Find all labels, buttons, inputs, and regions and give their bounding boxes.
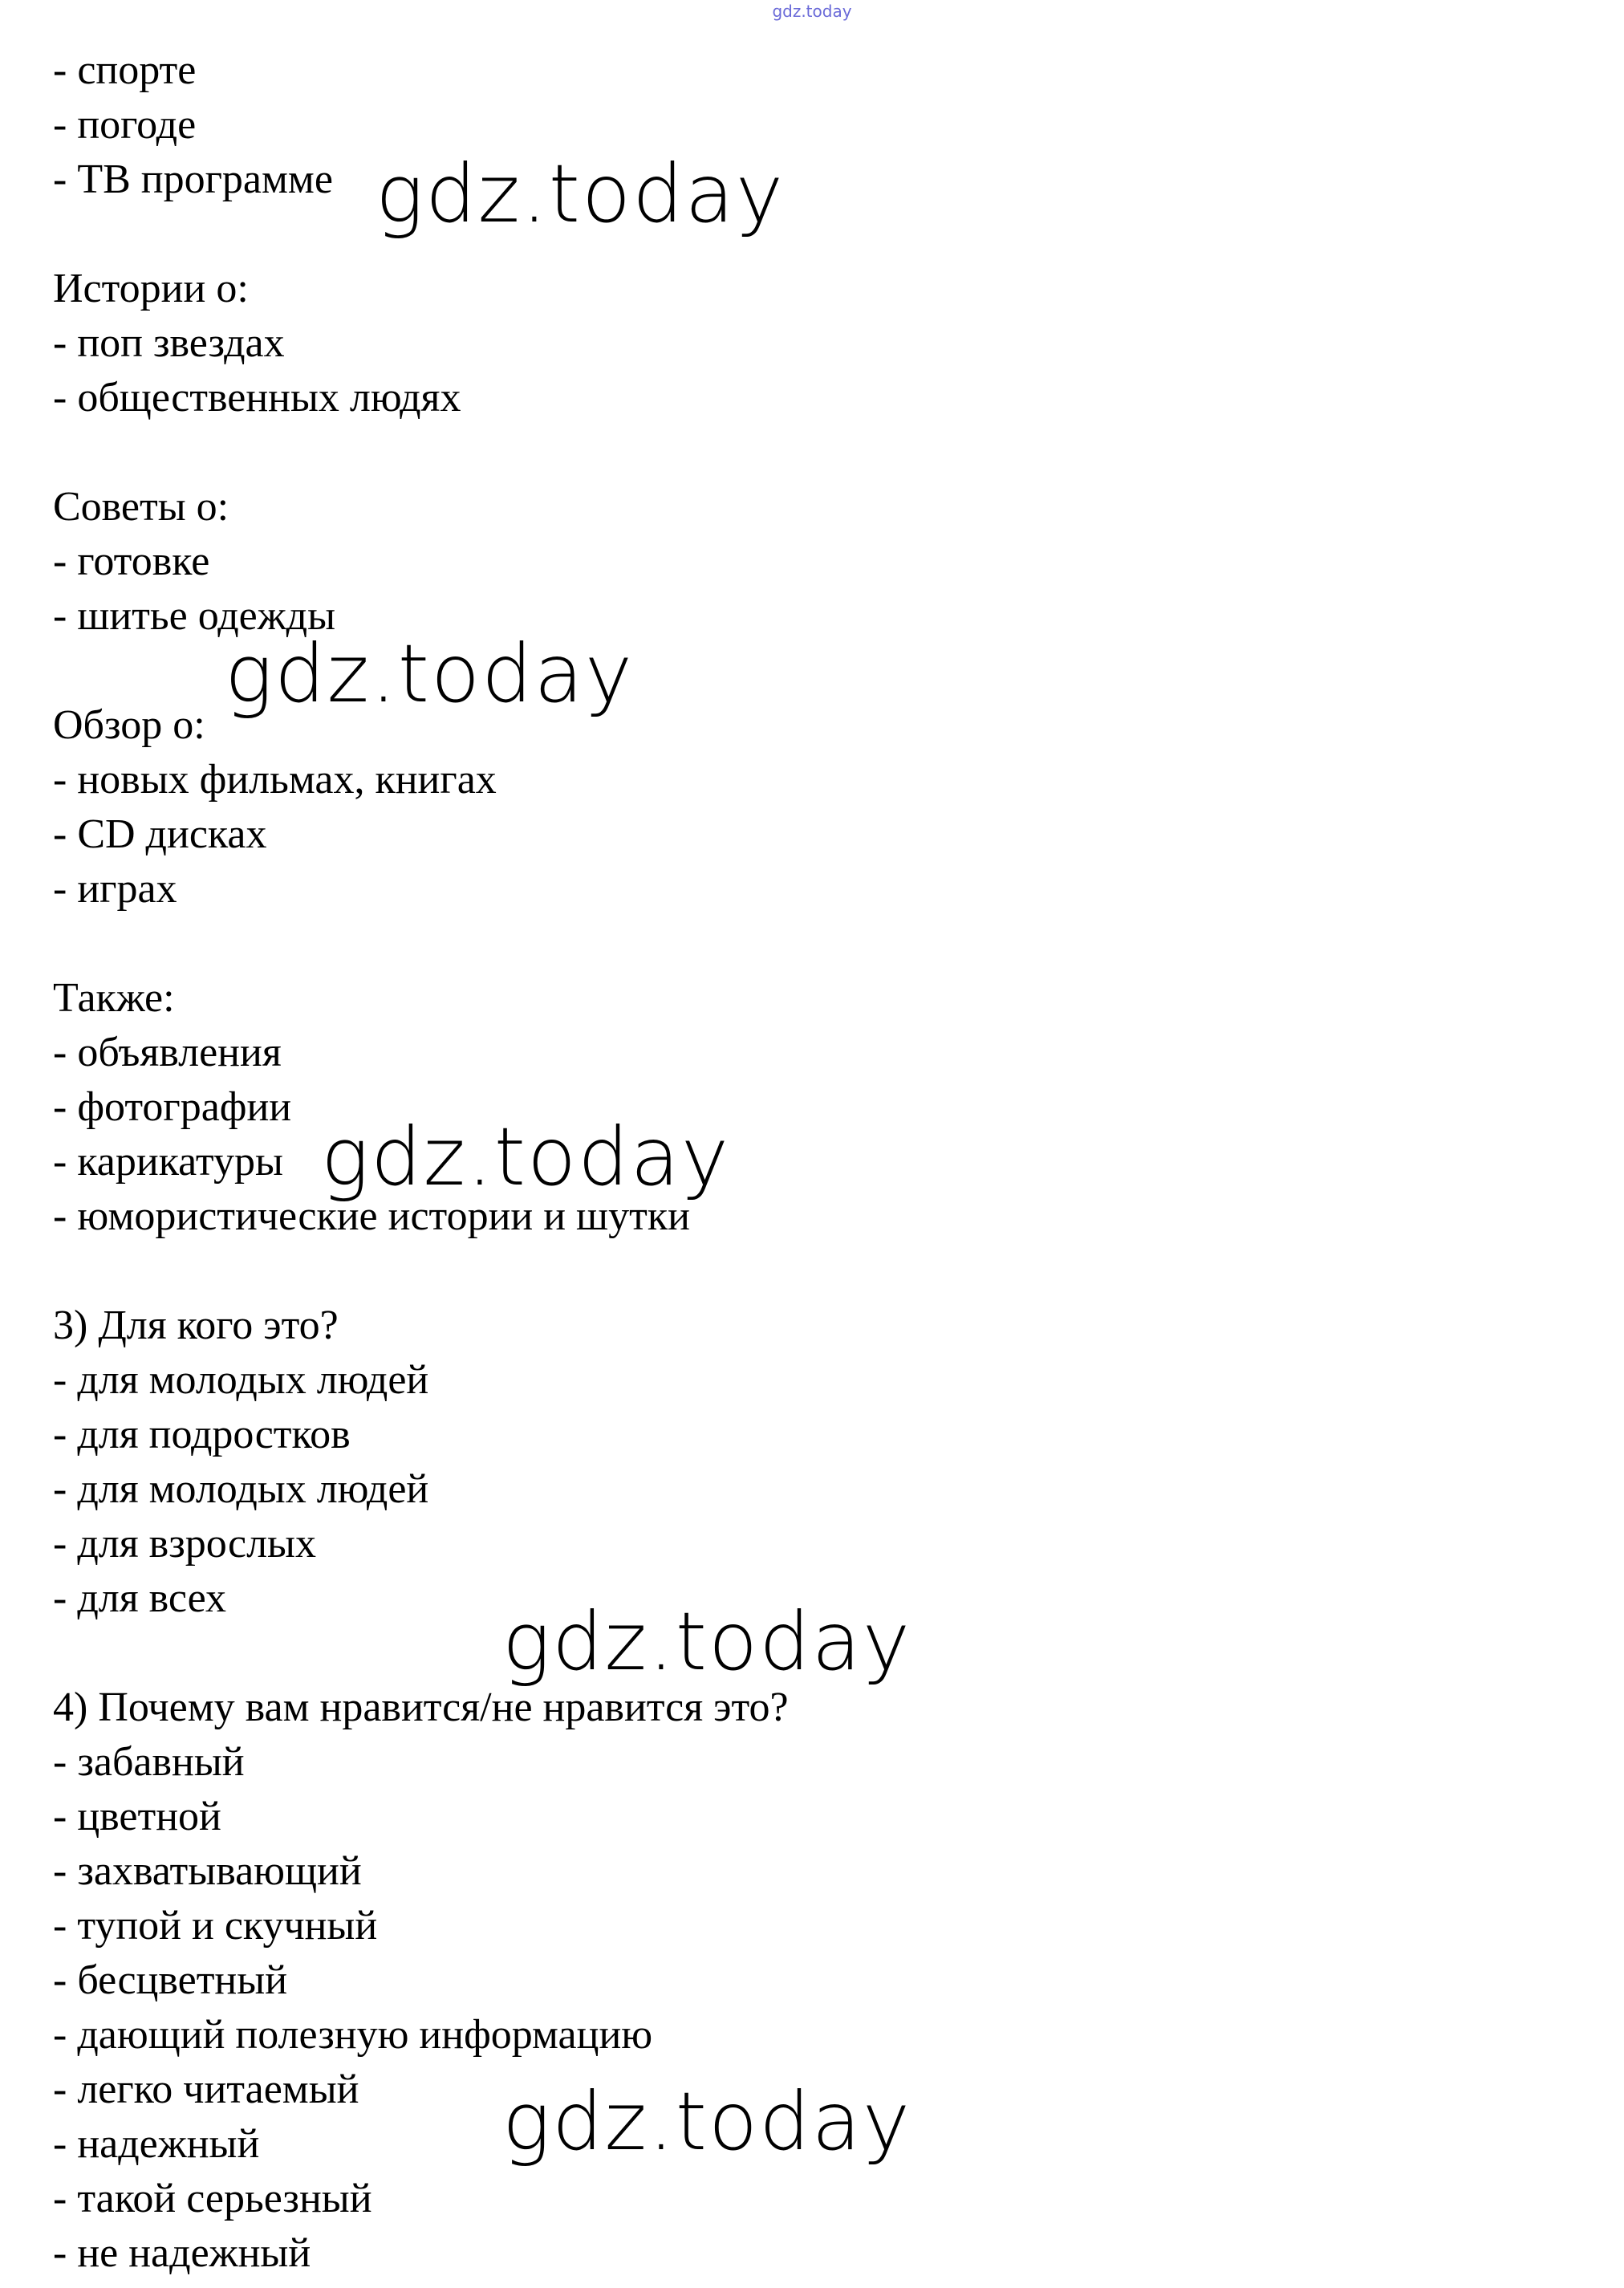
blank-line bbox=[53, 916, 1577, 971]
list-item: - спорте bbox=[53, 47, 197, 93]
list-item: - забавный bbox=[53, 1739, 245, 1785]
list-item: - не надежный bbox=[53, 2230, 311, 2276]
header-watermark: gdz.today bbox=[772, 2, 852, 21]
list-item: - для всех bbox=[53, 1575, 226, 1621]
blank-line bbox=[53, 1244, 1577, 1298]
list-item: - такой серьезный bbox=[53, 2176, 372, 2221]
section-heading: Советы о: bbox=[53, 484, 229, 530]
list-item: - погоде bbox=[53, 102, 197, 148]
watermark: gdz.today bbox=[225, 627, 635, 721]
section-heading: Истории о: bbox=[53, 266, 249, 311]
list-item: - готовке bbox=[53, 538, 210, 584]
list-item: - для молодых людей bbox=[53, 1357, 429, 1403]
document-body bbox=[53, 43, 1577, 2281]
list-item: - юмористические истории и шутки bbox=[53, 1193, 690, 1239]
list-item: - общественных людях bbox=[53, 375, 461, 421]
list-item: - CD дисках bbox=[53, 811, 267, 857]
section-heading: 4) Почему вам нравится/не нравится это? bbox=[53, 1685, 789, 1730]
list-item: - объявления bbox=[53, 1030, 282, 1075]
list-item: - тупой и скучный bbox=[53, 1903, 378, 1949]
blank-line bbox=[53, 207, 1577, 262]
blank-line bbox=[53, 425, 1577, 480]
list-item: - фотографии bbox=[53, 1084, 292, 1130]
list-item: - карикатуры bbox=[53, 1139, 283, 1185]
list-item: - дающий полезную информацию bbox=[53, 2012, 653, 2058]
list-item: - поп звездах bbox=[53, 320, 285, 366]
list-item: - новых фильмах, книгах bbox=[53, 757, 497, 803]
list-item: - для подростков bbox=[53, 1412, 351, 1457]
section-heading: Обзор о: bbox=[53, 702, 205, 748]
list-item: - для взрослых bbox=[53, 1521, 316, 1567]
list-item: - легко читаемый bbox=[53, 2067, 359, 2112]
list-item: - захватывающий bbox=[53, 1848, 362, 1894]
watermark: gdz.today bbox=[502, 2075, 912, 2168]
section-heading: Также: bbox=[53, 975, 175, 1021]
watermark: gdz.today bbox=[321, 1110, 731, 1204]
list-item: - ТВ программе bbox=[53, 156, 333, 202]
section-heading: 3) Для кого это? bbox=[53, 1302, 339, 1348]
watermark: gdz.today bbox=[502, 1595, 912, 1689]
list-item: - цветной bbox=[53, 1794, 221, 1839]
list-item: - играх bbox=[53, 866, 177, 912]
list-item: - для молодых людей bbox=[53, 1466, 429, 1512]
watermark: gdz.today bbox=[376, 147, 786, 241]
list-item: - шитье одежды bbox=[53, 593, 336, 639]
list-item: - надежный bbox=[53, 2121, 260, 2167]
list-item: - бесцветный bbox=[53, 1957, 288, 2003]
